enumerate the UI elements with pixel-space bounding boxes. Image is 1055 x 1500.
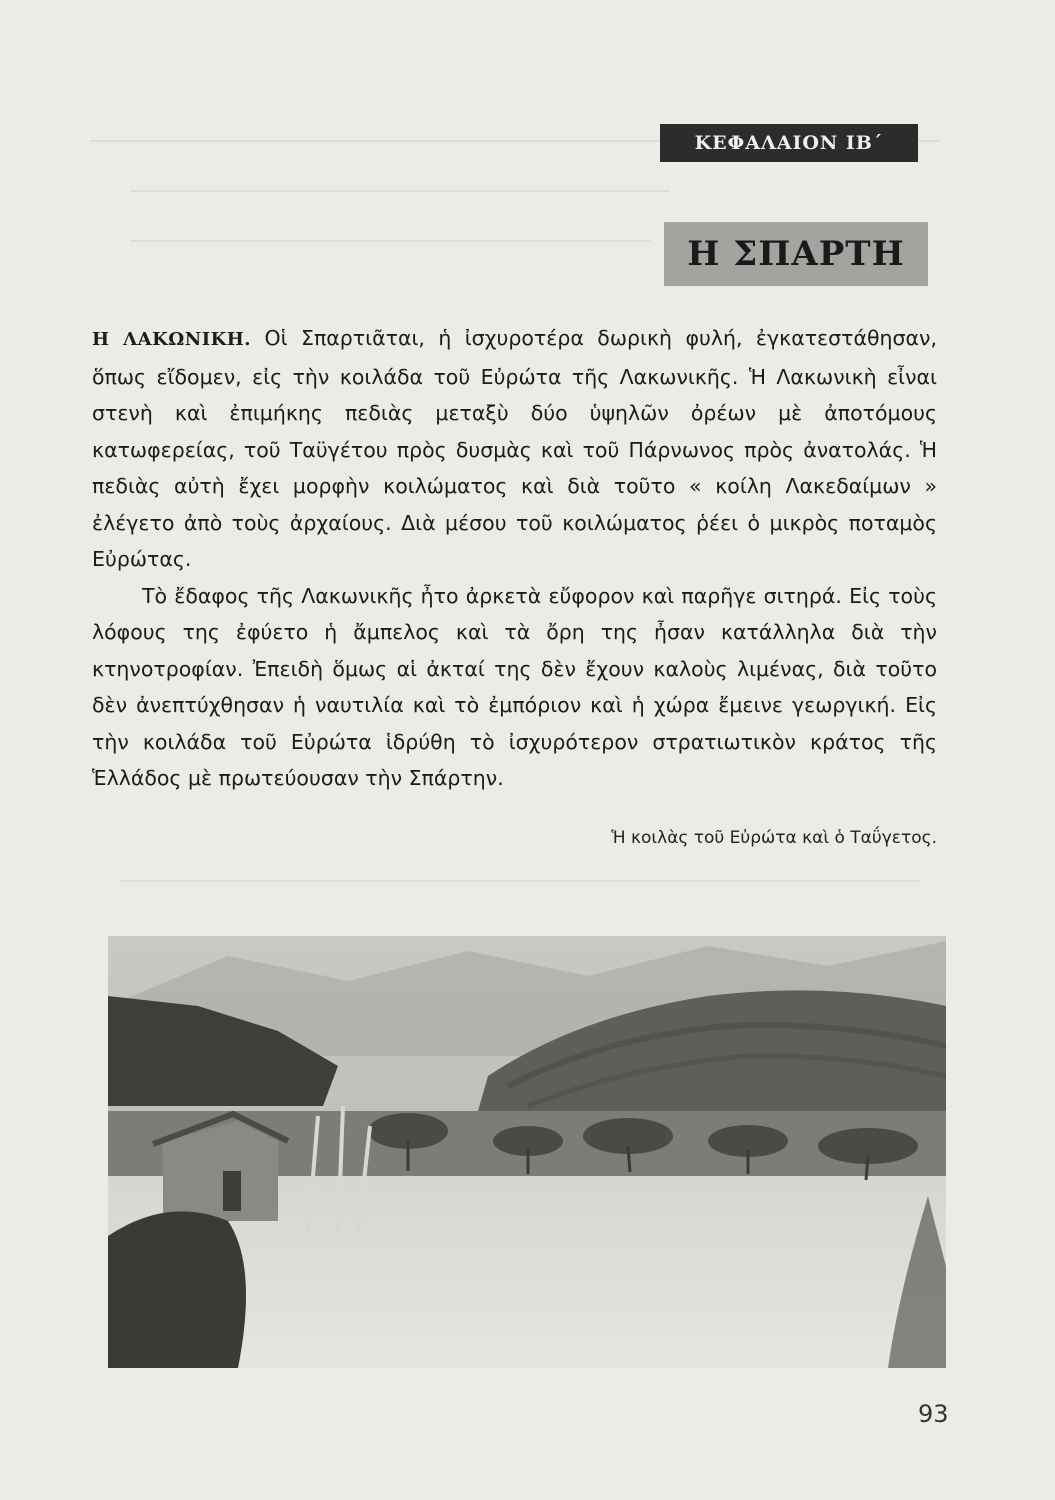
photo-caption: Ἡ κοιλὰς τοῦ Εὐρώτα καὶ ὁ Ταΰγετος. bbox=[611, 828, 937, 848]
section-heading: Η ΛΑΚΩΝΙΚΗ. bbox=[92, 329, 252, 350]
bleed-through-line bbox=[120, 880, 920, 882]
body-text bbox=[92, 320, 937, 797]
page-number: 93 bbox=[918, 1400, 949, 1428]
bleed-through-line bbox=[130, 240, 650, 242]
landscape-photo bbox=[108, 936, 946, 1368]
photo-illustration bbox=[108, 936, 946, 1368]
paragraph-2: Τὸ ἔδαφος τῆς Λακωνικῆς ἦτο ἀρκετὰ εὔφορον καὶ παρῆγε σιτηρά. Εἰς τοὺς λόφους της ἐφύετο ἡ ἄμπελος καὶ τὰ ὄρη της ἦσαν κατάλληλα διὰ τὴν κτηνοτροφίαν. Ἐπειδὴ ὅμως αἱ ἀκταί της δὲν ἔχουν καλοὺς λιμένας, διὰ τοῦτο δὲν ἀνεπτύχθησαν ἡ ναυτιλία καὶ τὸ ἐμπόριον καὶ ἡ χώρα ἔμεινε γεωργική. Εἰς τὴν κοιλάδα τοῦ Εὐρώτα ἱδρύθη τὸ ἰσχυρότερον στρατιωτικὸν κράτος τῆς Ἑλλάδος μὲ πρωτεύουσαν τὴν Σπάρτην. bbox=[92, 583, 937, 790]
paragraph-1-text: Οἱ Σπαρτιᾶται, ἡ ἰσχυροτέρα δωρικὴ φυλή, ἐγκατεστάθησαν, ὅπως εἴδομεν, εἰς τὴν κοιλάδα τοῦ Εὐρώτα τῆς Λακωνικῆς. Ἡ Λακωνικὴ εἶναι στενὴ καὶ ἐπιμήκης πεδιὰς μεταξὺ δύο ὑψηλῶν ὀρέων μὲ ἀποτόμους κατωφερείας, τοῦ Ταϋγέτου πρὸς δυσμὰς καὶ τοῦ Πάρνωνος πρὸς ἀνατολάς. Ἡ πεδιὰς αὐτὴ ἔχει μορφὴν κοιλώματος καὶ διὰ τοῦτο « κοίλη Λακεδαίμων » ἐλέγετο ἀπὸ τοὺς ἀρχαίους. Διὰ μέσου τοῦ κοιλώματος ῥέει ὁ μικρὸς ποταμὸς Εὐρώτας. bbox=[92, 326, 937, 571]
chapter-label: ΚΕΦΑΛΑΙΟΝ ΙΒ΄ bbox=[660, 124, 918, 162]
chapter-title: Η ΣΠΑΡΤΗ bbox=[664, 222, 928, 286]
paragraph-1 bbox=[92, 320, 937, 578]
bleed-through-line bbox=[130, 190, 670, 192]
